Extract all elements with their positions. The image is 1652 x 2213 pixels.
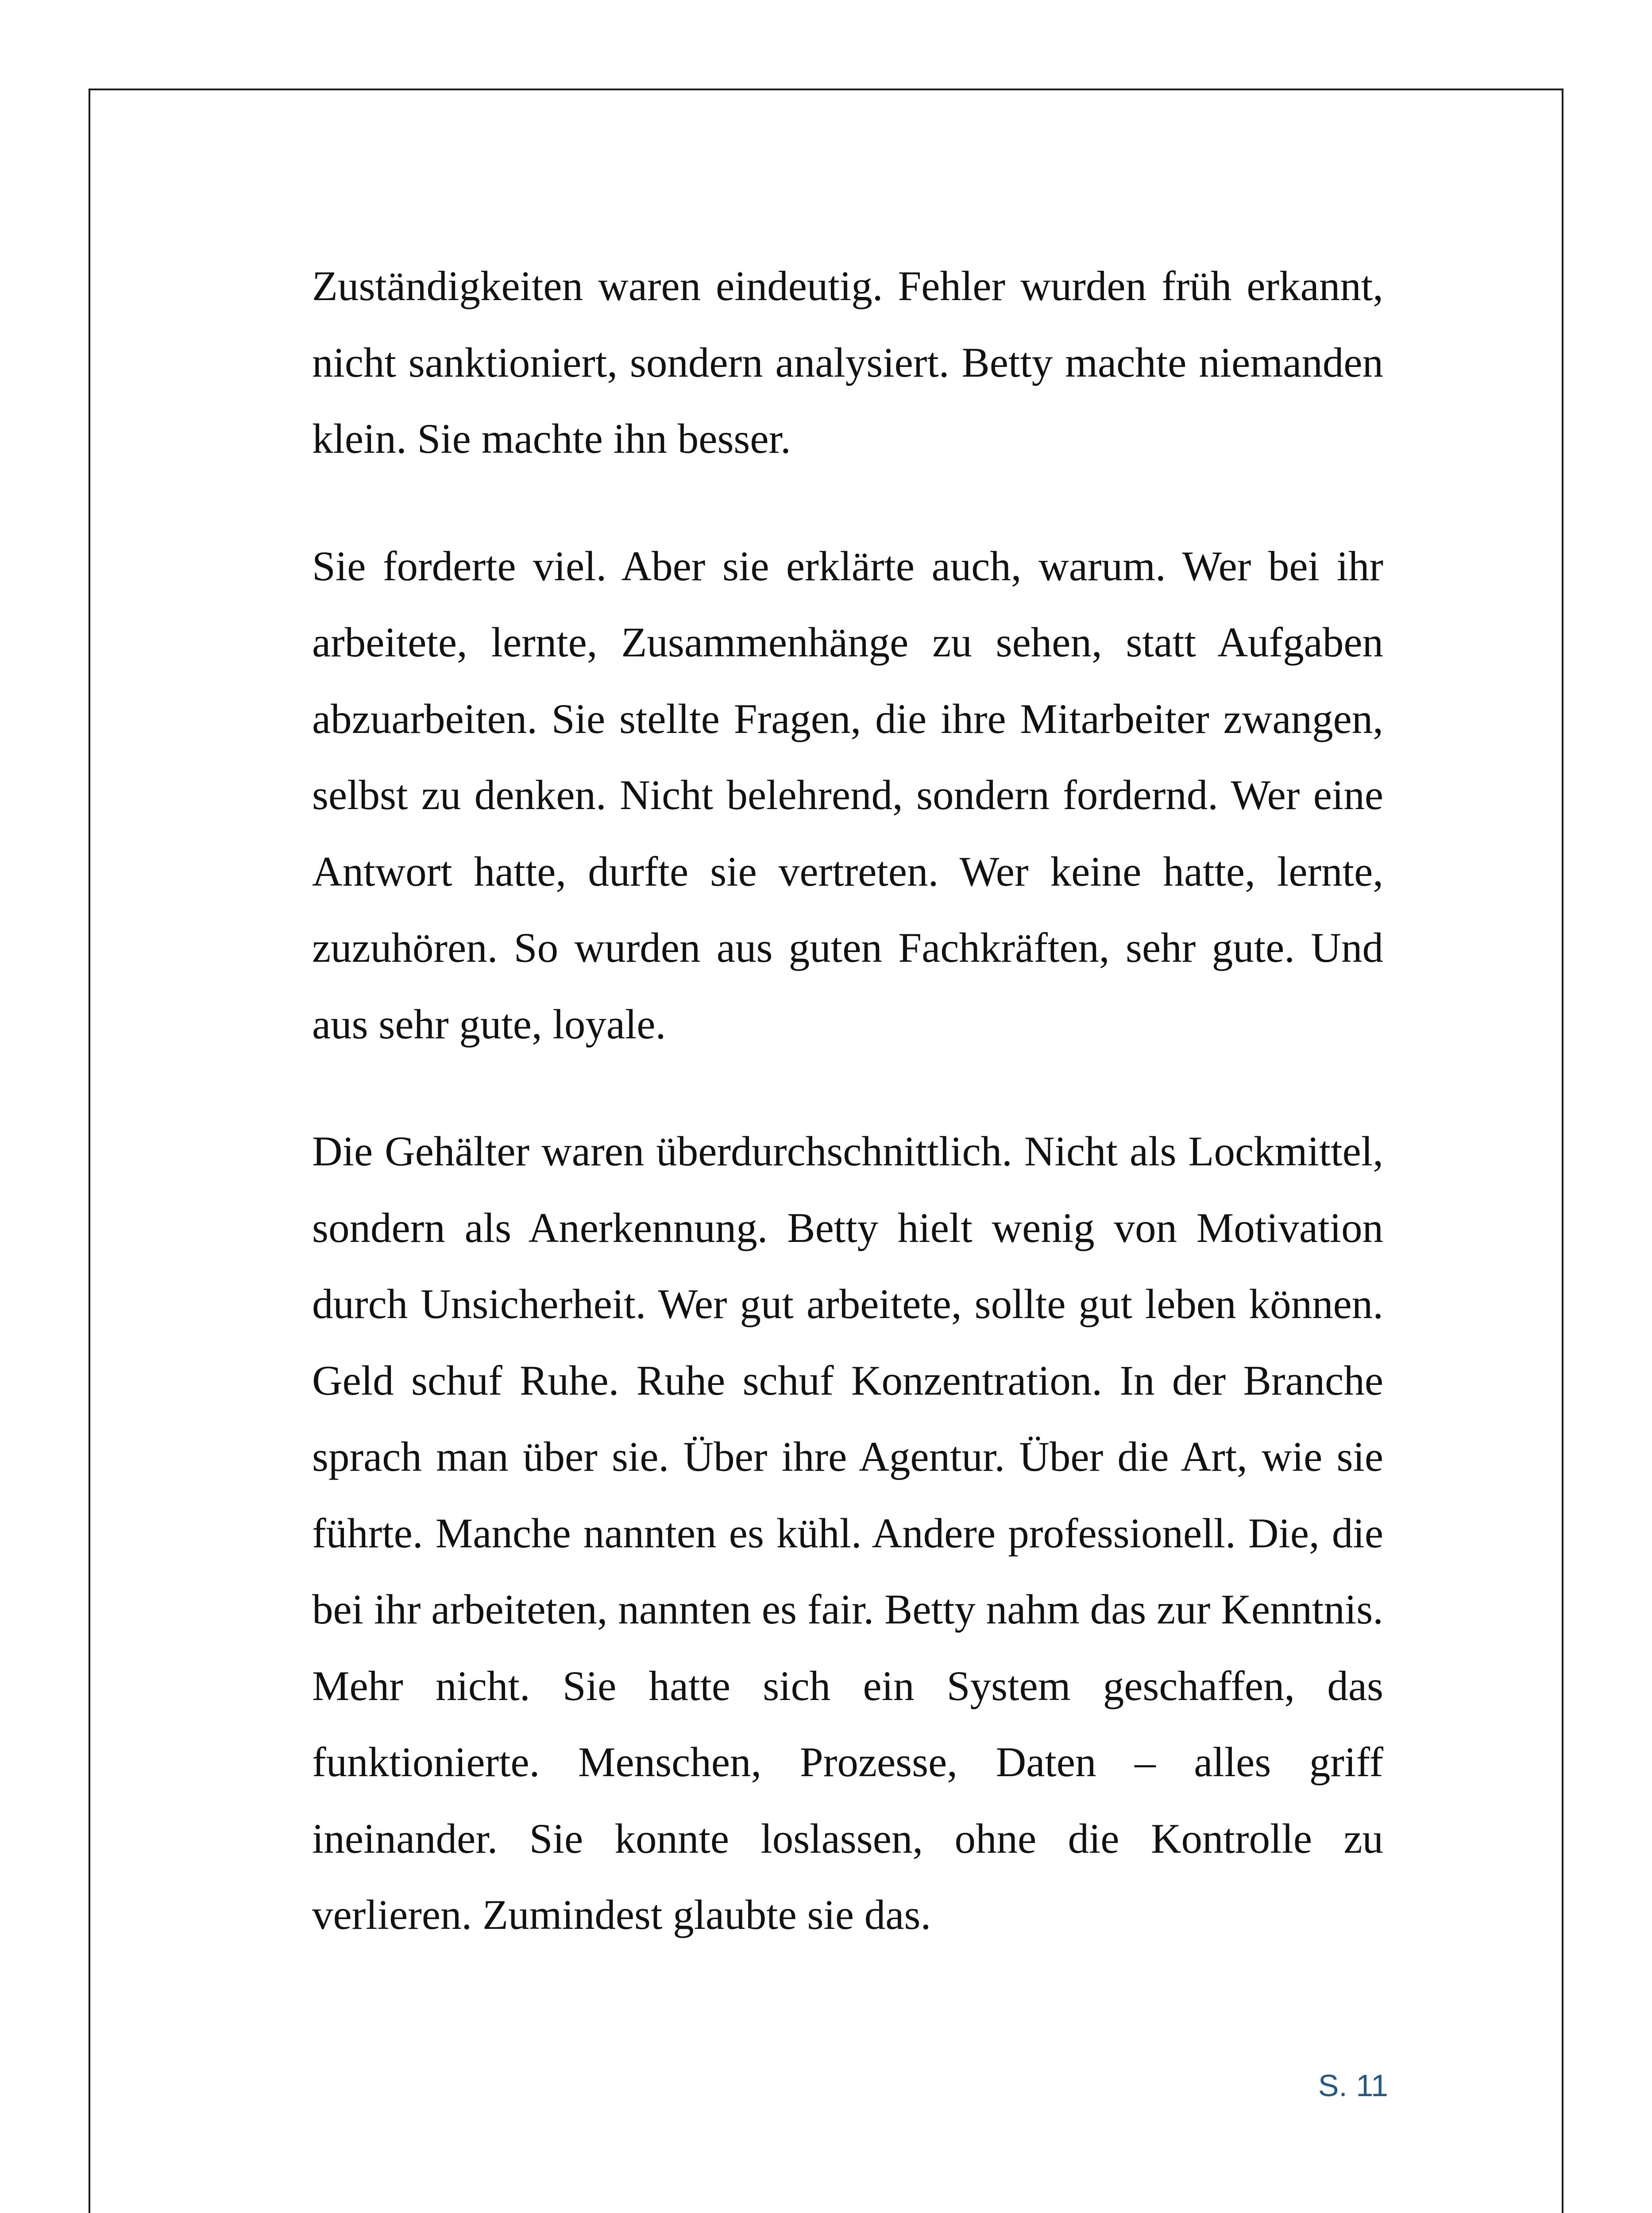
paragraph-1: Zuständigkeiten waren eindeutig. Fehler wurden früh erkannt, nicht sanktioniert, sondern analysiert. Betty machte niemanden klein. Sie machte ihn besser. bbox=[312, 262, 1383, 462]
body-text bbox=[312, 248, 1383, 1953]
page-number: S. 11 bbox=[1318, 2068, 1388, 2103]
paragraph-2: Sie forderte viel. Aber sie erklärte auch, warum. Wer bei ihr arbeitete, lernte, Zusammenhänge zu sehen, statt Aufgaben abzuarbeiten. Sie stellte Fragen, die ihre Mitarbeiter zwangen, selbst zu denken. Nicht belehrend, sondern fordernd. Wer eine Antwort hatte, durfte sie vertreten. Wer keine hatte, lernte, zuzuhören. So wurden aus guten Fachkräften, sehr gute. Und aus sehr gute, loyale. bbox=[312, 542, 1383, 1048]
paragraph-3: Die Gehälter waren überdurchschnittlich. Nicht als Lockmittel, sondern als Anerkennung. Betty hielt wenig von Motivation durch Unsicherheit. Wer gut arbeitete, sollte gut leben können. Geld schuf Ruhe. Ruhe schuf Konzentration. In der Branche sprach man über sie. Über ihre Agentur. Über die Art, wie sie führte. Manche nannten es kühl. Andere professionell. Die, die bei ihr arbeiteten, nannten es fair. Betty nahm das zur Kenntnis. Mehr nicht. Sie hatte sich ein System geschaffen, das funktionierte. Menschen, Prozesse, Daten – alles griff ineinander. Sie konnte loslassen, ohne die Kontrolle zu verlieren. Zumindest glaubte sie das. bbox=[312, 1128, 1383, 1938]
